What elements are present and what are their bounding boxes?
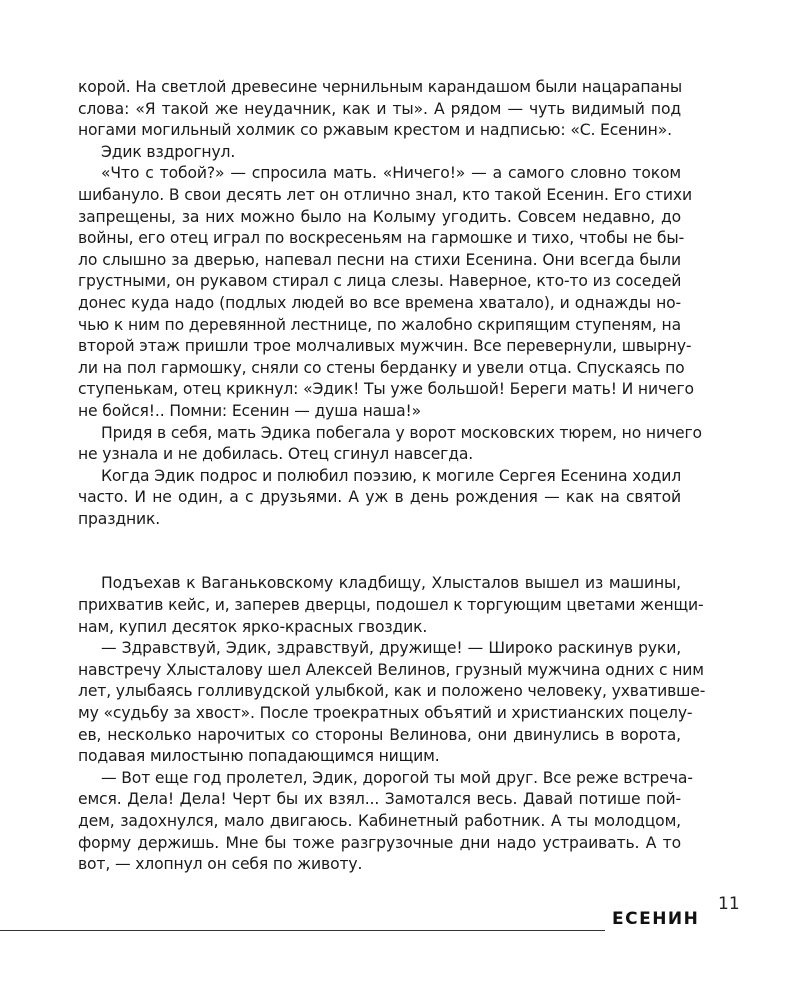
page-body-text bbox=[78, 77, 706, 876]
text-line: не узнала и не добилась. Отец сгинул навсегда. bbox=[78, 445, 474, 464]
section-gap bbox=[78, 530, 681, 573]
text-line: Эдик вздрогнул. bbox=[101, 142, 236, 161]
text-line: ло слышно за дверью, напевал песни на стихи Есенина. Они всегда были bbox=[78, 250, 681, 269]
text-line: второй этаж пришли трое молчаливых мужчин. Все перевернули, швырну- bbox=[78, 337, 692, 356]
text-block-2 bbox=[78, 573, 706, 875]
text-block-1 bbox=[78, 77, 702, 530]
text-line: корой. На светлой древесине чернильным карандашом были нацарапаны bbox=[78, 78, 683, 96]
text-line: дем, задохнулся, мало двигаюсь. Кабинетный работник. А ты молодцом, bbox=[78, 812, 681, 830]
text-line: праздник. bbox=[78, 509, 161, 528]
running-title: ЕСЕНИН bbox=[612, 909, 700, 929]
text-line: ли на пол гармошку, сняли со стены берданку и увели отца. Спускаясь по bbox=[78, 358, 685, 377]
page-number: 11 bbox=[718, 894, 740, 914]
text-line: — Здравствуй, Эдик, здравствуй, дружище! — Широко раскинув руки, bbox=[101, 639, 681, 658]
text-line: навстречу Хлысталову шел Алексей Велинов, грузный мужчина одних с ним bbox=[78, 660, 704, 679]
text-line: — Вот еще год пролетел, Эдик, дорогой ты мой друг. Все реже встреча- bbox=[101, 768, 693, 787]
text-line: ев, несколько нарочитых со стороны Велинова, они двинулись в ворота, bbox=[78, 725, 681, 744]
text-line: прихватив кейс, и, заперев дверцы, подошел к торгующим цветами женщи- bbox=[78, 596, 704, 615]
text-line: запрещены, за них можно было на Колыму угодить. Совсем недавно, до bbox=[78, 207, 681, 226]
text-line: не бойся!.. Помни: Есенин — душа наша!» bbox=[78, 401, 422, 420]
text-line: нам, купил десяток ярко-красных гвоздик. bbox=[78, 617, 428, 636]
text-line: часто. И не один, а с друзьями. А уж в день рождения — как на святой bbox=[78, 488, 681, 507]
text-line: шибануло. В свои десять лет он отлично знал, кто такой Есенин. Его стихи bbox=[78, 185, 692, 204]
text-line: ступенькам, отец крикнул: «Эдик! Ты уже большой! Береги мать! И ничего bbox=[78, 380, 694, 399]
text-line: Придя в себя, мать Эдика побегала у ворот московских тюрем, но ничего bbox=[101, 423, 702, 442]
text-line: слова: «Я такой же неудачник, как и ты». А рядом — чуть видимый под bbox=[78, 99, 681, 118]
text-line: грустными, он рукавом стирал с лица слезы. Наверное, кто-то из соседей bbox=[78, 272, 682, 291]
text-line: Когда Эдик подрос и полюбил поэзию, к могиле Сергея Есенина ходил bbox=[101, 466, 682, 485]
text-line: чью к ним по деревянной лестнице, по жалобно скрипящим ступеням, на bbox=[78, 315, 681, 334]
text-line: «Что с тобой?» — спросила мать. «Ничего!» — а самого словно током bbox=[101, 164, 681, 183]
text-line: войны, его отец играл по воскресеньям на гармошке и тихо, чтобы не бы- bbox=[78, 229, 685, 248]
text-line: емся. Дела! Дела! Черт бы их взял... Замотался весь. Давай потише пой- bbox=[78, 790, 681, 809]
text-line: подавая милостыню попадающимся нищим. bbox=[78, 747, 440, 766]
text-line: донес куда надо (подлых людей во все времена хватало), и однажды но- bbox=[78, 293, 681, 312]
footer-rule bbox=[0, 930, 605, 931]
text-line: лет, улыбаясь голливудской улыбкой, как и положено человеку, ухвативше- bbox=[78, 682, 706, 701]
text-line: форму держишь. Мне бы тоже разгрузочные дни надо устраивать. А то bbox=[78, 833, 681, 852]
text-line: вот, — хлопнул он себя по животу. bbox=[78, 855, 363, 874]
text-line: ногами могильный холмик со ржавым крестом и надписью: «С. Есенин». bbox=[78, 121, 672, 140]
text-line: Подъехав к Ваганьковскому кладбищу, Хлысталов вышел из машины, bbox=[101, 574, 681, 593]
text-line: му «судьбу за хвост». После троекратных объятий и христианских поцелу- bbox=[78, 704, 693, 723]
